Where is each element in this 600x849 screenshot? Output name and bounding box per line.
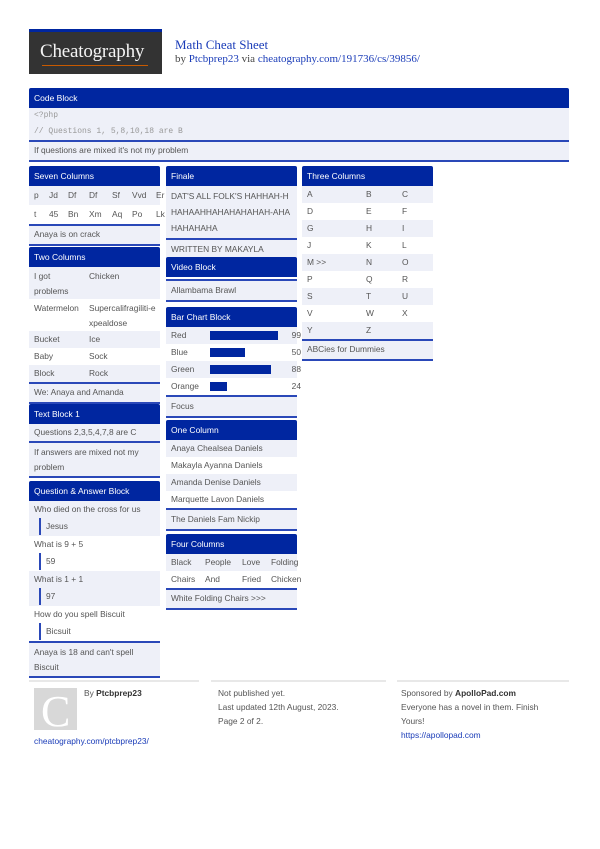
table-cell: X xyxy=(402,308,408,318)
table-row xyxy=(166,571,302,588)
table-cell: Sock xyxy=(89,351,108,361)
block-title: Text Block 1 xyxy=(29,404,160,424)
table-cell: 45 xyxy=(49,209,59,219)
answer-row xyxy=(29,588,160,606)
table-cell: I got problems xyxy=(34,271,69,296)
table-cell: O xyxy=(402,257,409,267)
table-cell: Er xyxy=(156,190,165,200)
sponsor-name[interactable]: ApolloPad.com xyxy=(455,688,516,698)
block-title: One Column xyxy=(166,420,297,440)
author-name[interactable]: Ptcbprep23 xyxy=(96,688,142,698)
bar-label: Green xyxy=(171,364,195,374)
bar-row xyxy=(166,344,301,361)
divider xyxy=(29,244,160,246)
answer: Jesus xyxy=(39,518,155,535)
table-cell: Df xyxy=(89,190,98,200)
byline xyxy=(175,53,420,65)
block-footer: We: Anaya and Amanda xyxy=(29,384,160,402)
code-line: <?php xyxy=(29,108,569,124)
block-title: Four Columns xyxy=(166,534,297,554)
last-updated: Last updated 12th August, 2023. xyxy=(218,702,339,712)
bar xyxy=(210,331,278,340)
table-cell: t xyxy=(34,209,37,219)
via-text: via xyxy=(241,53,256,65)
table-cell: Chicken xyxy=(271,574,302,584)
table-row xyxy=(302,186,433,203)
table-cell: U xyxy=(402,291,409,301)
table-cell: Ice xyxy=(89,334,101,344)
divider xyxy=(302,359,433,361)
bar-row xyxy=(166,327,301,344)
profile-link[interactable]: cheatography.com/ptcbprep23/ xyxy=(34,736,149,746)
table-cell: Xm xyxy=(89,209,102,219)
list-item: Amanda Denise Daniels xyxy=(166,474,297,491)
table-cell: T xyxy=(366,291,372,301)
bar-value: 50 xyxy=(291,347,301,357)
table-row xyxy=(29,186,165,205)
table-cell: C xyxy=(402,189,409,199)
bar-value: 99 xyxy=(291,330,301,340)
table-cell: Jd xyxy=(49,190,58,200)
logo-text: Cheatography xyxy=(40,41,145,62)
table-cell: A xyxy=(307,189,313,199)
table-cell: Z xyxy=(366,325,372,335)
list-item: Anaya Chealsea Daniels xyxy=(166,440,297,457)
table-row xyxy=(302,220,433,237)
table-row xyxy=(29,348,160,365)
table-cell: K xyxy=(366,240,372,250)
table-cell: Chairs xyxy=(171,574,196,584)
one-column-block xyxy=(166,420,297,531)
divider xyxy=(166,529,297,531)
table-row xyxy=(302,254,433,271)
block-title: Two Columns xyxy=(29,247,160,267)
answer: 97 xyxy=(39,588,155,605)
table-cell: Rock xyxy=(89,368,109,378)
divider xyxy=(166,416,297,418)
page-number: Page 2 of 2. xyxy=(218,716,264,726)
question: How do you spell Biscuit xyxy=(29,606,160,623)
block-footer: Anaya is on crack xyxy=(29,226,160,244)
publish-status: Not published yet. xyxy=(218,688,286,698)
block-title: Video Block xyxy=(166,257,297,277)
table-cell: Love xyxy=(242,557,261,567)
table-cell: Baby xyxy=(34,351,54,361)
block-footer: Anaya is 18 and can't spell Biscuit xyxy=(29,643,160,676)
block-footer: If answers are mixed not my problem xyxy=(29,443,160,476)
answer-row xyxy=(29,518,160,536)
by-label: By xyxy=(84,688,94,698)
bar-label: Blue xyxy=(171,347,188,357)
bar-value: 88 xyxy=(291,364,301,374)
block-title: Three Columns xyxy=(302,166,433,186)
table-cell: F xyxy=(402,206,408,216)
table-row xyxy=(29,365,160,382)
question: What is 9 + 5 xyxy=(29,536,160,553)
table-cell: N xyxy=(366,257,373,267)
bar-value: 24 xyxy=(291,381,301,391)
code-line: // Questions 1, 5,8,10,18 are B xyxy=(29,124,569,140)
table-row xyxy=(302,203,433,220)
table-row xyxy=(166,554,297,571)
list-item: Marquette Lavon Daniels xyxy=(166,491,297,508)
list-item: Makayla Ayanna Daniels xyxy=(166,457,297,474)
bar-chart-block xyxy=(166,307,301,418)
block-footer: White Folding Chairs >>> xyxy=(166,590,297,608)
text-block xyxy=(29,404,160,478)
avatar-letter: C xyxy=(41,687,71,736)
answer-row xyxy=(29,623,160,641)
footer-divider xyxy=(29,680,199,682)
two-columns-block xyxy=(29,247,160,404)
sheet-url-link[interactable]: cheatography.com/191736/cs/39856/ xyxy=(257,53,420,65)
page-title[interactable]: Math Cheat Sheet xyxy=(175,37,269,52)
bar xyxy=(210,382,227,391)
finale-block xyxy=(166,166,297,261)
answer-row xyxy=(29,553,160,571)
cheatography-logo[interactable] xyxy=(29,29,162,74)
table-cell: Block xyxy=(34,368,55,378)
table-row xyxy=(302,237,433,254)
table-cell: V xyxy=(307,308,313,318)
divider xyxy=(29,676,160,678)
table-cell: R xyxy=(402,274,409,284)
table-cell: Supercalifragiliti-expealdose xyxy=(89,303,156,328)
bar xyxy=(210,365,271,374)
question: What is 1 + 1 xyxy=(29,571,160,588)
block-footer: If questions are mixed it's not my problem xyxy=(29,142,569,160)
table-cell: S xyxy=(307,291,313,301)
video-block xyxy=(166,257,297,302)
divider xyxy=(166,300,297,302)
table-cell: Watermelon xyxy=(34,303,79,313)
avatar[interactable] xyxy=(34,687,77,736)
qa-block xyxy=(29,481,160,678)
table-cell: E xyxy=(366,206,372,216)
table-cell: Bucket xyxy=(34,334,60,344)
sponsor-link[interactable]: https://apollopad.com xyxy=(401,730,481,740)
table-cell: B xyxy=(366,189,372,199)
table-cell: Df xyxy=(68,190,77,200)
table-row xyxy=(29,331,160,348)
table-cell: W xyxy=(366,308,374,318)
table-cell: Chicken xyxy=(89,271,120,281)
table-row xyxy=(29,299,160,331)
table-cell: Aq xyxy=(112,209,123,219)
table-row xyxy=(29,205,165,224)
table-cell: Lk xyxy=(156,209,165,219)
block-footer: WRITTEN BY MAKAYLA xyxy=(166,240,297,259)
block-footer: The Daniels Fam Nickip xyxy=(166,510,297,529)
table-cell: D xyxy=(307,206,314,216)
table-cell: And xyxy=(205,574,220,584)
footer-divider xyxy=(397,680,569,682)
answer: Bicsuit xyxy=(39,623,155,640)
code-block xyxy=(29,88,569,162)
table-cell: P xyxy=(307,274,313,284)
table-cell: Po xyxy=(132,209,143,219)
footer-meta xyxy=(218,686,339,728)
table-cell: p xyxy=(34,190,39,200)
table-row xyxy=(302,288,433,305)
footer-divider xyxy=(211,680,386,682)
table-cell: Q xyxy=(366,274,373,284)
bar-row xyxy=(166,378,301,395)
table-cell: L xyxy=(402,240,407,250)
seven-columns-block xyxy=(29,166,165,246)
table-cell: Vvd xyxy=(132,190,147,200)
sponsor-prefix: Sponsored by xyxy=(401,688,453,698)
bar xyxy=(210,348,245,357)
block-title: Code Block xyxy=(29,88,569,108)
table-cell: Fried xyxy=(242,574,262,584)
table-row xyxy=(302,322,433,339)
logo-underline xyxy=(42,65,148,66)
divider xyxy=(29,160,569,162)
text-content: DAT'S ALL FOLK'S HAHHAH-HHAHAAHHAHAHAHAHAH-AHAHAHAHAHA xyxy=(166,186,297,238)
sponsor-text: Everyone has a novel in them. Finish Yours! xyxy=(401,702,539,726)
three-columns-block xyxy=(302,166,433,361)
bar-label: Orange xyxy=(171,381,199,391)
table-cell: Y xyxy=(307,325,313,335)
block-title: Finale xyxy=(166,166,297,186)
table-cell: G xyxy=(307,223,314,233)
question: Who died on the cross for us xyxy=(29,501,160,518)
block-title: Bar Chart Block xyxy=(166,307,297,327)
author-link[interactable]: Ptcbprep23 xyxy=(188,53,239,65)
block-footer: Allambama Brawl xyxy=(166,281,297,300)
bar-label: Red xyxy=(171,330,187,340)
table-row xyxy=(302,271,433,288)
table-row xyxy=(302,305,433,322)
text-content: Questions 2,3,5,4,7,8 are C xyxy=(29,424,160,441)
table-cell: H xyxy=(366,223,373,233)
table-cell: I xyxy=(402,223,405,233)
divider xyxy=(166,608,297,610)
table-cell: M >> xyxy=(307,257,327,267)
block-footer: ABCies for Dummies xyxy=(302,341,433,359)
divider xyxy=(29,476,160,478)
answer: 59 xyxy=(39,553,155,570)
table-cell: People xyxy=(205,557,232,567)
footer-sponsor xyxy=(401,686,561,742)
four-columns-block xyxy=(166,534,302,610)
table-cell: Bn xyxy=(68,209,79,219)
by-prefix: by xyxy=(175,53,186,65)
table-cell: J xyxy=(307,240,312,250)
table-cell: Black xyxy=(171,557,192,567)
table-cell: Folding xyxy=(271,557,299,567)
block-title: Question & Answer Block xyxy=(29,481,160,501)
footer-author xyxy=(84,686,142,700)
table-row xyxy=(29,267,160,299)
table-cell: Sf xyxy=(112,190,120,200)
block-footer: Focus xyxy=(166,397,297,416)
block-title: Seven Columns xyxy=(29,166,160,186)
bar-row xyxy=(166,361,301,378)
